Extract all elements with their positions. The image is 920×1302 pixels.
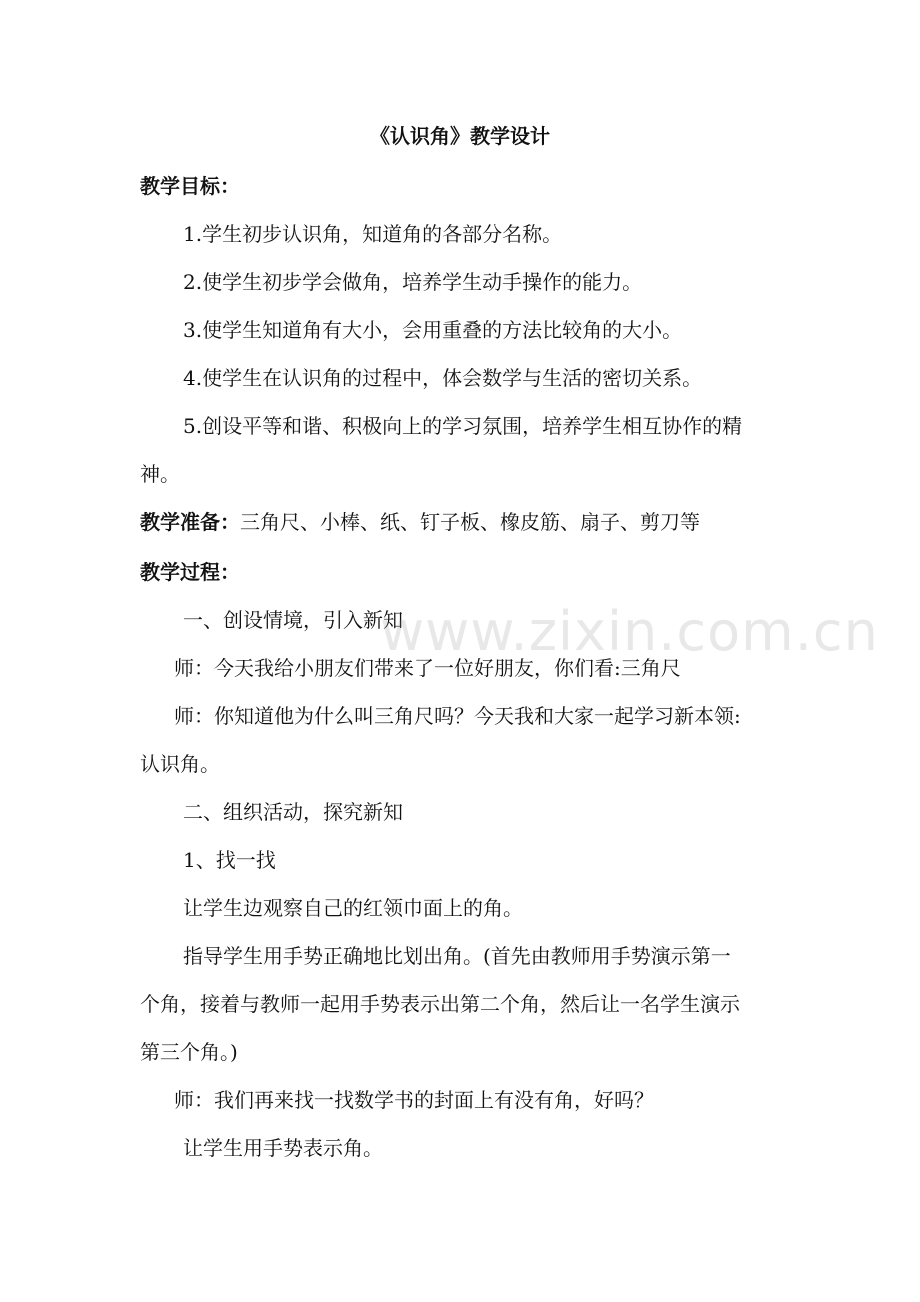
goals-heading: 教学目标：	[140, 174, 240, 198]
preparation-text: 三角尺、小棒、纸、钉子板、橡皮筋、扇子、剪刀等	[240, 510, 700, 534]
paragraph-observe: 让学生边观察自己的红领巾面上的角。	[183, 896, 523, 920]
preparation-line	[140, 509, 800, 535]
section-2-heading: 二、组织活动，探究新知	[183, 800, 403, 824]
teacher-line-2: 师：你知道他为什么叫三角尺吗？今天我和大家一起学习新本领:	[174, 704, 741, 728]
paragraph-gesture-3: 第三个角。)	[140, 1040, 238, 1064]
teacher-line-3: 师：我们再来找一找数学书的封面上有没有角，好吗？	[174, 1088, 654, 1112]
document-title: 《认识角》教学设计	[370, 124, 550, 148]
watermark: www.zixin.com.cn	[380, 600, 879, 663]
paragraph-hand-angle: 让学生用手势表示角。	[183, 1136, 383, 1160]
goal-item-2: 2.使学生初步学会做角，培养学生动手操作的能力。	[183, 270, 643, 294]
preparation-heading: 教学准备：	[140, 510, 240, 534]
teacher-line-1: 师：今天我给小朋友们带来了一位好朋友，你们看:三角尺	[174, 656, 681, 680]
paragraph-gesture-2: 个角，接着与教师一起用手势表示出第二个角，然后让一名学生演示	[140, 992, 740, 1016]
section-1-heading: 一、创设情境，引入新知	[183, 608, 403, 632]
process-heading: 教学过程：	[140, 560, 240, 584]
goal-item-1: 1.学生初步认识角，知道角的各部分名称。	[183, 222, 563, 246]
goal-item-4: 4.使学生在认识角的过程中，体会数学与生活的密切关系。	[183, 366, 703, 390]
goal-item-5-continued: 神。	[140, 462, 180, 486]
subsection-1-heading: 1、找一找	[183, 848, 276, 872]
goal-item-3: 3.使学生知道角有大小，会用重叠的方法比较角的大小。	[183, 318, 683, 342]
paragraph-gesture-1: 指导学生用手势正确地比划出角。(首先由教师用手势演示第一	[183, 944, 731, 968]
goal-item-5: 5.创设平等和谐、积极向上的学习氛围，培养学生相互协作的精	[183, 414, 743, 438]
teacher-line-2-continued: 认识角。	[140, 752, 220, 776]
